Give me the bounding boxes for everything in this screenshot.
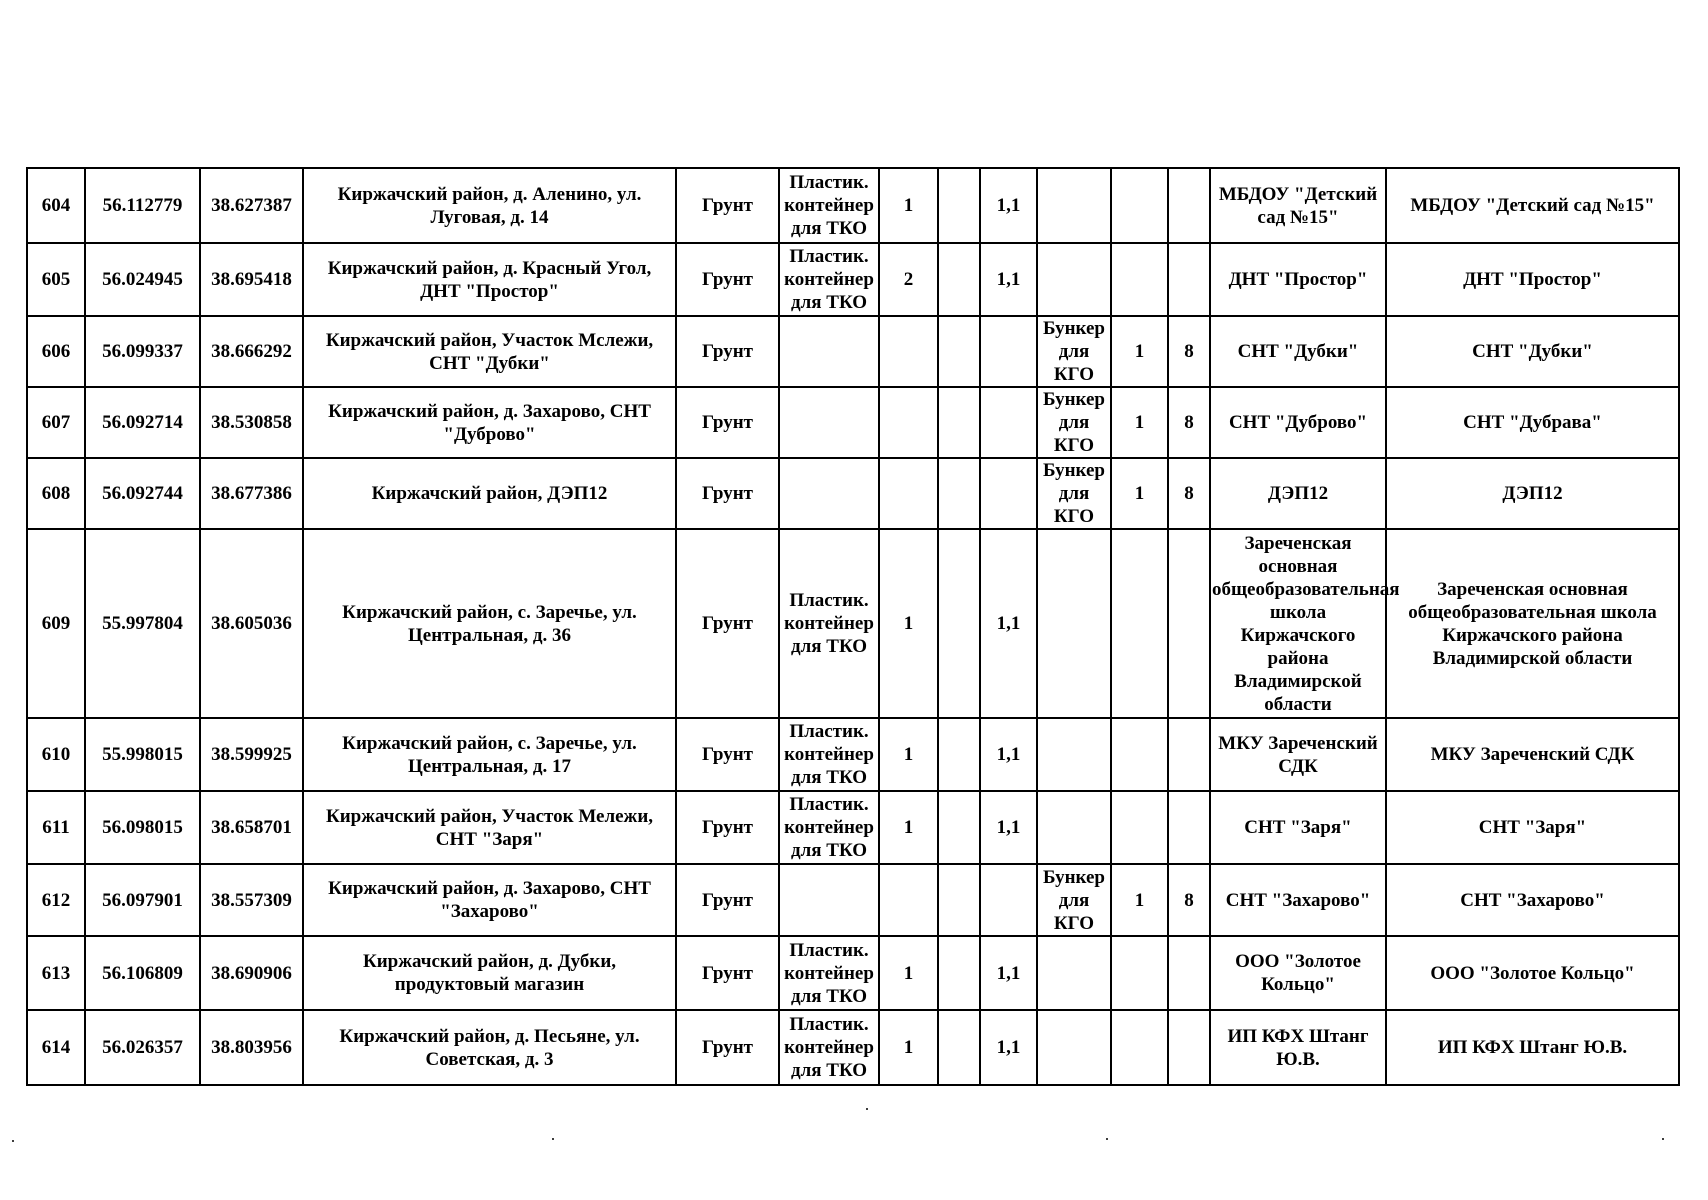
bunker-volume-cell: [1168, 791, 1210, 864]
waste-source-cell: Зареченская основная общеобразовательная школа Киржачского района Владимирской области: [1210, 529, 1386, 718]
empty-cell: [938, 529, 980, 718]
row-number: 614: [27, 1010, 85, 1085]
container-count-cell: 1: [879, 936, 938, 1010]
table-row: [27, 458, 1679, 529]
bunker-volume-cell: 8: [1168, 316, 1210, 387]
latitude-cell: 56.092714: [85, 387, 200, 458]
surface-cell: Грунт: [676, 791, 779, 864]
empty-cell: [938, 718, 980, 791]
bunker-count-cell: 1: [1111, 316, 1168, 387]
table-row: [27, 387, 1679, 458]
longitude-cell: 38.658701: [200, 791, 303, 864]
site-owner-cell: СНТ "Дубки": [1386, 316, 1679, 387]
site-owner-cell: МБДОУ "Детский сад №15": [1386, 168, 1679, 243]
site-owner-cell: ООО "Золотое Кольцо": [1386, 936, 1679, 1010]
container-count-cell: [879, 458, 938, 529]
address-cell: Киржачский район, д. Песьяне, ул. Советская, д. 3: [303, 1010, 676, 1085]
row-number: 613: [27, 936, 85, 1010]
bunker-type-cell: [1037, 529, 1111, 718]
table-row: [27, 529, 1679, 718]
site-owner-cell: ДЭП12: [1386, 458, 1679, 529]
latitude-cell: 56.026357: [85, 1010, 200, 1085]
row-number: 607: [27, 387, 85, 458]
bunker-count-cell: [1111, 718, 1168, 791]
waste-source-cell: МКУ Зареченский СДК: [1210, 718, 1386, 791]
container-count-cell: 1: [879, 718, 938, 791]
row-number: 604: [27, 168, 85, 243]
bunker-type-cell: [1037, 718, 1111, 791]
table-row: [27, 718, 1679, 791]
waste-source-cell: ДНТ "Простор": [1210, 243, 1386, 316]
row-number: 606: [27, 316, 85, 387]
longitude-cell: 38.530858: [200, 387, 303, 458]
longitude-cell: 38.599925: [200, 718, 303, 791]
latitude-cell: 56.099337: [85, 316, 200, 387]
latitude-cell: 56.106809: [85, 936, 200, 1010]
bunker-type-cell: [1037, 791, 1111, 864]
longitude-cell: 38.690906: [200, 936, 303, 1010]
container-count-cell: 1: [879, 529, 938, 718]
container-volume-cell: 1,1: [980, 529, 1037, 718]
bunker-volume-cell: [1168, 529, 1210, 718]
address-cell: Киржачский район, с. Заречье, ул. Центральная, д. 36: [303, 529, 676, 718]
waste-source-cell: ИП КФХ Штанг Ю.В.: [1210, 1010, 1386, 1085]
empty-cell: [938, 243, 980, 316]
waste-source-cell: СНТ "Заря": [1210, 791, 1386, 864]
site-owner-cell: Зареченская основная общеобразовательная школа Киржачского района Владимирской области: [1386, 529, 1679, 718]
latitude-cell: 56.112779: [85, 168, 200, 243]
container-type-cell: Пластик. контейнер для ТКО: [779, 936, 879, 1010]
row-number: 611: [27, 791, 85, 864]
waste-source-cell: СНТ "Дубки": [1210, 316, 1386, 387]
bunker-type-cell: [1037, 1010, 1111, 1085]
site-owner-cell: МКУ Зареченский СДК: [1386, 718, 1679, 791]
latitude-cell: 56.092744: [85, 458, 200, 529]
row-number: 609: [27, 529, 85, 718]
container-volume-cell: 1,1: [980, 243, 1037, 316]
scan-dot: [866, 1108, 868, 1110]
longitude-cell: 38.677386: [200, 458, 303, 529]
surface-cell: Грунт: [676, 387, 779, 458]
site-owner-cell: СНТ "Дубрава": [1386, 387, 1679, 458]
container-count-cell: [879, 387, 938, 458]
longitude-cell: 38.666292: [200, 316, 303, 387]
container-count-cell: 1: [879, 1010, 938, 1085]
bunker-count-cell: [1111, 168, 1168, 243]
table-row: [27, 936, 1679, 1010]
table-row: [27, 243, 1679, 316]
table-row: [27, 791, 1679, 864]
latitude-cell: 55.997804: [85, 529, 200, 718]
bunker-count-cell: [1111, 529, 1168, 718]
empty-cell: [938, 791, 980, 864]
bunker-type-cell: Бункер для КГО: [1037, 458, 1111, 529]
container-type-cell: [779, 316, 879, 387]
bunker-type-cell: [1037, 168, 1111, 243]
bunker-count-cell: [1111, 791, 1168, 864]
bunker-volume-cell: [1168, 168, 1210, 243]
bunker-type-cell: Бункер для КГО: [1037, 864, 1111, 936]
table-row: [27, 316, 1679, 387]
empty-cell: [938, 458, 980, 529]
site-owner-cell: СНТ "Заря": [1386, 791, 1679, 864]
site-owner-cell: ИП КФХ Штанг Ю.В.: [1386, 1010, 1679, 1085]
waste-source-cell: СНТ "Дуброво": [1210, 387, 1386, 458]
address-cell: Киржачский район, д. Дубки, продуктовый магазин: [303, 936, 676, 1010]
container-type-cell: Пластик. контейнер для ТКО: [779, 718, 879, 791]
bunker-volume-cell: 8: [1168, 387, 1210, 458]
container-type-cell: Пластик. контейнер для ТКО: [779, 529, 879, 718]
empty-cell: [938, 316, 980, 387]
container-type-cell: Пластик. контейнер для ТКО: [779, 1010, 879, 1085]
table-row: [27, 864, 1679, 936]
waste-source-cell: ДЭП12: [1210, 458, 1386, 529]
bunker-count-cell: 1: [1111, 864, 1168, 936]
container-type-cell: [779, 864, 879, 936]
container-count-cell: 2: [879, 243, 938, 316]
container-volume-cell: [980, 458, 1037, 529]
container-volume-cell: 1,1: [980, 936, 1037, 1010]
address-cell: Киржачский район, с. Заречье, ул. Центральная, д. 17: [303, 718, 676, 791]
longitude-cell: 38.557309: [200, 864, 303, 936]
empty-cell: [938, 387, 980, 458]
empty-cell: [938, 1010, 980, 1085]
longitude-cell: 38.605036: [200, 529, 303, 718]
scan-dot: [1662, 1138, 1664, 1140]
container-type-cell: Пластик. контейнер для ТКО: [779, 243, 879, 316]
surface-cell: Грунт: [676, 243, 779, 316]
bunker-volume-cell: 8: [1168, 864, 1210, 936]
site-owner-cell: СНТ "Захарово": [1386, 864, 1679, 936]
surface-cell: Грунт: [676, 168, 779, 243]
bunker-count-cell: [1111, 936, 1168, 1010]
site-owner-cell: ДНТ "Простор": [1386, 243, 1679, 316]
bunker-volume-cell: [1168, 718, 1210, 791]
empty-cell: [938, 168, 980, 243]
container-volume-cell: [980, 316, 1037, 387]
table-row: [27, 1010, 1679, 1085]
waste-source-cell: МБДОУ "Детский сад №15": [1210, 168, 1386, 243]
surface-cell: Грунт: [676, 936, 779, 1010]
row-number: 605: [27, 243, 85, 316]
container-count-cell: [879, 864, 938, 936]
surface-cell: Грунт: [676, 1010, 779, 1085]
container-type-cell: [779, 387, 879, 458]
address-cell: Киржачский район, д. Захарово, СНТ "Захарово": [303, 864, 676, 936]
waste-source-cell: СНТ "Захарово": [1210, 864, 1386, 936]
container-volume-cell: 1,1: [980, 718, 1037, 791]
bunker-count-cell: 1: [1111, 387, 1168, 458]
address-cell: Киржачский район, Участок Мележи, СНТ "Заря": [303, 791, 676, 864]
empty-cell: [938, 936, 980, 1010]
bunker-type-cell: [1037, 936, 1111, 1010]
latitude-cell: 56.097901: [85, 864, 200, 936]
latitude-cell: 56.098015: [85, 791, 200, 864]
bunker-type-cell: [1037, 243, 1111, 316]
surface-cell: Грунт: [676, 864, 779, 936]
surface-cell: Грунт: [676, 529, 779, 718]
container-volume-cell: [980, 864, 1037, 936]
row-number: 610: [27, 718, 85, 791]
bunker-volume-cell: [1168, 1010, 1210, 1085]
scan-dot: [12, 1140, 14, 1142]
longitude-cell: 38.695418: [200, 243, 303, 316]
bunker-count-cell: [1111, 243, 1168, 316]
container-type-cell: Пластик. контейнер для ТКО: [779, 791, 879, 864]
table-row: [27, 168, 1679, 243]
container-volume-cell: 1,1: [980, 168, 1037, 243]
container-volume-cell: 1,1: [980, 791, 1037, 864]
bunker-type-cell: Бункер для КГО: [1037, 387, 1111, 458]
container-count-cell: [879, 316, 938, 387]
empty-cell: [938, 864, 980, 936]
longitude-cell: 38.803956: [200, 1010, 303, 1085]
waste-sites-table: [26, 167, 1680, 1086]
bunker-count-cell: 1: [1111, 458, 1168, 529]
latitude-cell: 55.998015: [85, 718, 200, 791]
container-type-cell: [779, 458, 879, 529]
surface-cell: Грунт: [676, 316, 779, 387]
row-number: 612: [27, 864, 85, 936]
scan-dot: [1106, 1138, 1108, 1140]
surface-cell: Грунт: [676, 718, 779, 791]
container-volume-cell: 1,1: [980, 1010, 1037, 1085]
address-cell: Киржачский район, д. Аленино, ул. Луговая, д. 14: [303, 168, 676, 243]
bunker-count-cell: [1111, 1010, 1168, 1085]
bunker-volume-cell: [1168, 936, 1210, 1010]
row-number: 608: [27, 458, 85, 529]
address-cell: Киржачский район, д. Красный Угол, ДНТ "Простор": [303, 243, 676, 316]
container-type-cell: Пластик. контейнер для ТКО: [779, 168, 879, 243]
longitude-cell: 38.627387: [200, 168, 303, 243]
bunker-volume-cell: 8: [1168, 458, 1210, 529]
surface-cell: Грунт: [676, 458, 779, 529]
address-cell: Киржачский район, Участок Мслежи, СНТ "Дубки": [303, 316, 676, 387]
bunker-volume-cell: [1168, 243, 1210, 316]
scan-dot: [552, 1138, 554, 1140]
container-volume-cell: [980, 387, 1037, 458]
address-cell: Киржачский район, ДЭП12: [303, 458, 676, 529]
latitude-cell: 56.024945: [85, 243, 200, 316]
container-count-cell: 1: [879, 791, 938, 864]
bunker-type-cell: Бункер для КГО: [1037, 316, 1111, 387]
address-cell: Киржачский район, д. Захарово, СНТ "Дуброво": [303, 387, 676, 458]
container-count-cell: 1: [879, 168, 938, 243]
waste-source-cell: ООО "Золотое Кольцо": [1210, 936, 1386, 1010]
